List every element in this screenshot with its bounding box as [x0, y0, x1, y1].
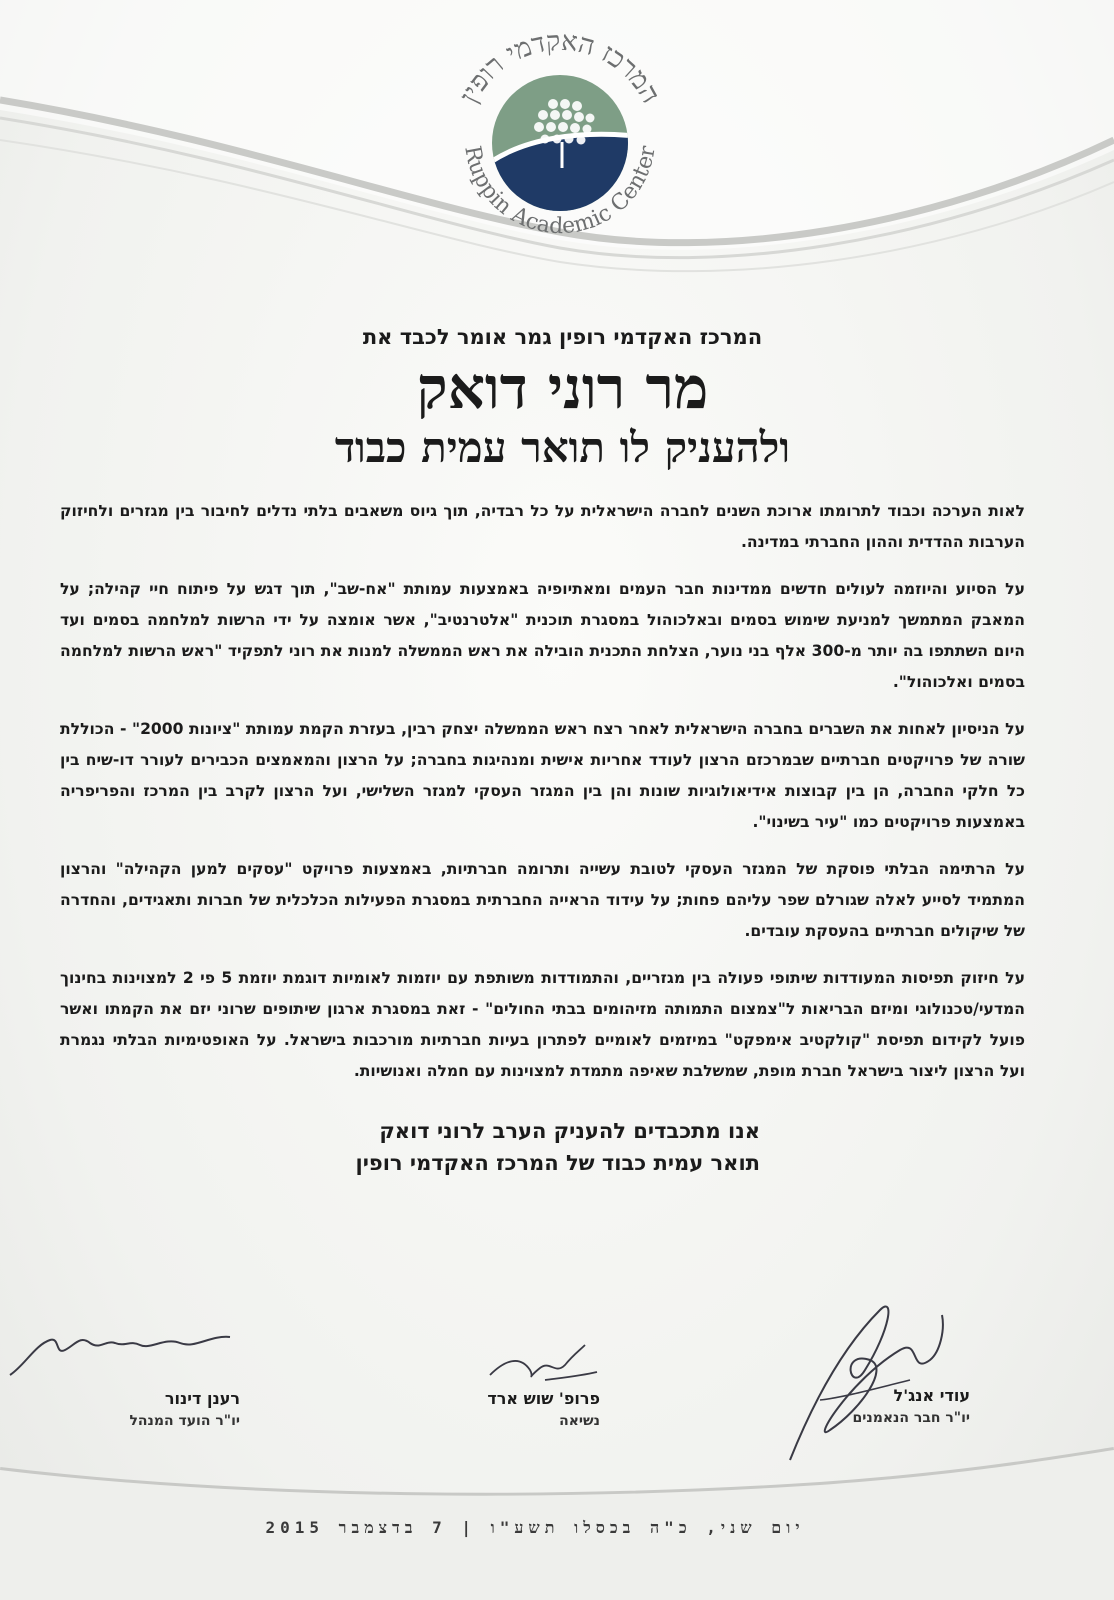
- ruppin-logo: [435, 18, 685, 268]
- signatory-2-role: נשיאה: [559, 1413, 600, 1429]
- signatory-1-name: עודי אנג'ל: [893, 1386, 970, 1405]
- citation-paragraph-2: על הסיוע והיוזמה לעולים חדשים ממדינות חבר העמים ומאתיופיה באמצעות עמותת "אח-שב", תוך דגש על פיתוח חיי קהילה; על המאבק המתמשך למניעת שימוש בסמים ובאלכוהול במסגרת תוכנית "אלטרנטיב", אשר אומצה על ידי הרשות למלחמה בסמים ועד היום השתתפו בה יותר מ-300 אלף בני נוער, הצלחת התכנית הובילה את ראש הממשלה למנות את רוני לתפקיד "ראש הרשות למלחמה בסמים ואלכוהול".: [60, 580, 1025, 692]
- citation-paragraph-3: על הניסיון לאחות את השברים בחברה הישראלית לאחר רצח ראש הממשלה יצחק רבין, בעזרת הקמת עמותת "ציונות 2000" - הכוללת שורה של פרויקטים חברתיים שבמרכזם הרצון לעודד אחריות אישית ומנהיגות בחברה; על הרצון והמאמצים הכבירים לעורר דו-שיח בין כל חלקי החברה, הן בין קבוצות אידיאולוגיות שונות והן בין המגזר העסקי למגזר השלישי, ועל הרצון לקרב בין המרכז והפריפריה באמצעות פרויקטים כמו "עיר בשינוי".: [60, 720, 1025, 832]
- signatory-3-role: יו"ר הועד המנהל: [129, 1413, 240, 1429]
- logo-english-name: Ruppin Academic Center: [459, 143, 661, 240]
- signatory-1-role: יו"ר חבר הנאמנים: [852, 1410, 970, 1426]
- signature-president: [485, 1340, 605, 1390]
- signature-exec-chairman: [5, 1325, 235, 1385]
- signatory-2: [440, 1388, 600, 1432]
- signature-chairman-trustees: [770, 1290, 970, 1470]
- intro-line: המרכז האקדמי רופין גמר אומר לכבד את: [362, 325, 763, 349]
- citation-paragraph-1: לאות הערכה וכבוד לתרומתו ארוכת השנים לחברה הישראלית על כל רבדיה, תוך גיוס משאבים בלתי נדלים לחיבור בין מגזרים ולחיזוק הערבות ההדדית וההון החברתי במדינה.: [60, 502, 1025, 552]
- date-footer: יום שני, כ"ה בכסלו תשע"ו | 7 בדצמבר 2015: [265, 1518, 805, 1537]
- citation-paragraph-4: על הרתימה הבלתי פוסקת של המגזר העסקי לטובת עשייה ותרומה חברתיות, באמצעות פרויקט "עסקים למען הקהילה" והרצון המתמיד לסייע לאלה שגורלם שפר עליהם פחות; על עידוד הראייה החברתית במסגרת הפעילות הכלכלית של חברות ותאגידים, והחדרה של שיקולים חברתיים בהעסקת עובדים.: [60, 860, 1025, 941]
- closing-statement: [60, 1115, 1025, 1179]
- honorary-title-line: ולהעניק לו תואר עמית כבוד: [334, 422, 791, 472]
- closing-line-2: תואר עמית כבוד של המרכז האקדמי רופין: [355, 1151, 760, 1176]
- certificate-body: [60, 325, 1025, 1179]
- signatory-2-name: פרופ' שוש ארד: [487, 1389, 600, 1408]
- signatory-3: [80, 1388, 240, 1432]
- logo-hebrew-name: המרכז האקדמי רופין: [453, 25, 667, 109]
- closing-line-1: אנו מתכבדים להעניק הערב לרוני דואק: [379, 1119, 760, 1144]
- citation-paragraph-5: על חיזוק תפיסות המעודדות שיתופי פעולה בין מגזריים, והתמודדות משותפת עם יוזמות לאומיות דוגמת יוזמת 5 פי 2 למצוינות בחינוך המדעי/טכנולוגי ומיזם הבריאות ל"צמצום התמותה מזיהומים בבתי החולים" - זאת במסגרת ארגון שיתופים שרוני יזם את הקמתו ואשר פועל לקידום תפיסת "קולקטיב אימפקט" במיזמים לאומיים לפתרון בעיות חברתיות מורכבות בישראל. על האופטימיות הבלתי נגמרת ועל הרצון ליצור בישראל חברת מופת, שמשלבת שאיפה מתמדת למצוינות עם חמלה ואנושיות.: [60, 969, 1026, 1081]
- signatory-3-name: רענן דינור: [164, 1389, 240, 1408]
- honoree-name: מר רוני דואק: [416, 354, 709, 422]
- signatory-1: [780, 1385, 970, 1429]
